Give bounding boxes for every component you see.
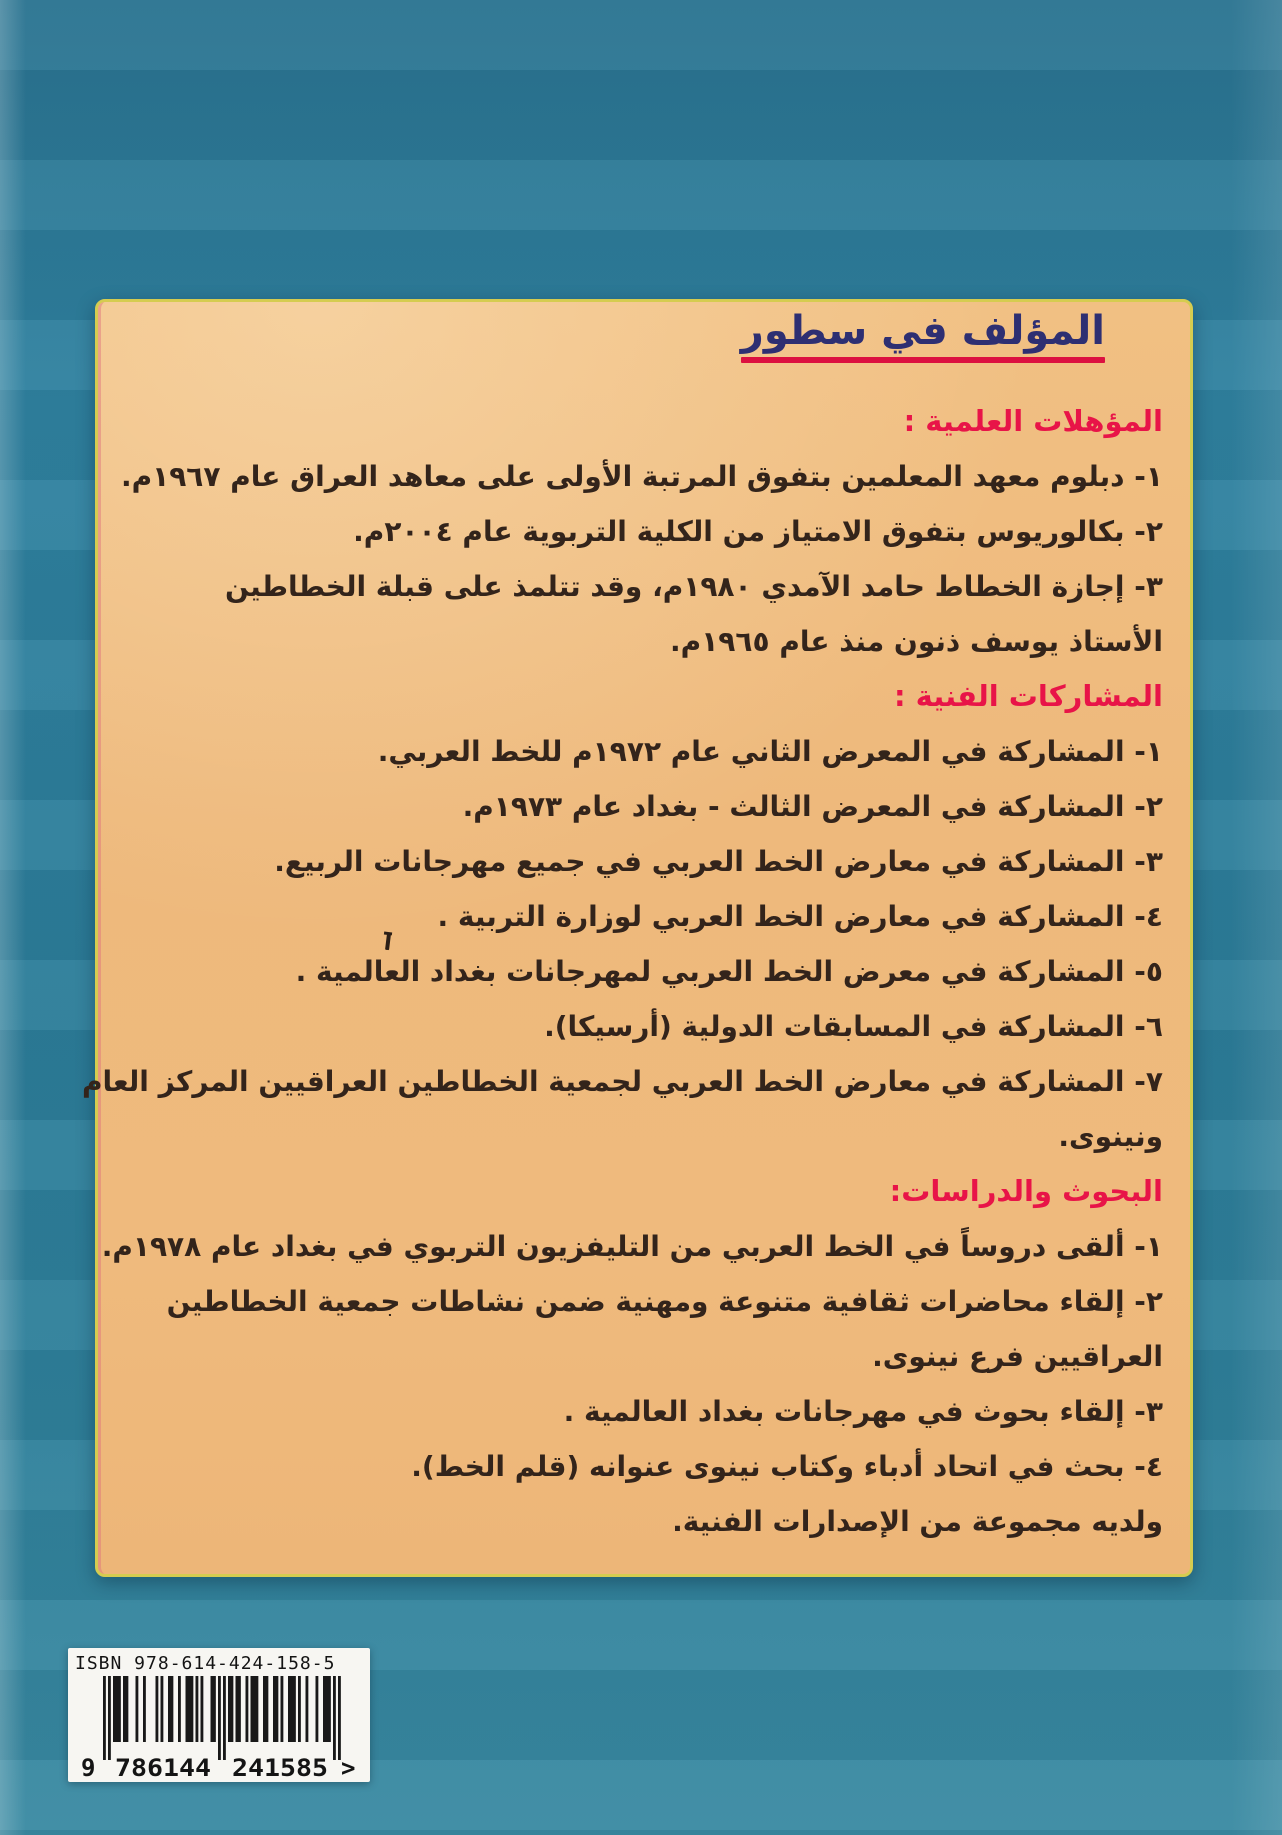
body-line: ٣- المشاركة في معارض الخط العربي في جميع مهرجانات الربيع. (274, 845, 1163, 878)
body-line: ٥- المشاركة في معرض الخط العربي لمهرجانات بغداد العالمية . (295, 955, 1163, 988)
svg-text:241585: 241585 (232, 1754, 328, 1780)
body-line: ١- ألقى دروساً في الخط العربي من التليفزيون التربوي في بغداد عام ١٩٧٨م. (101, 1230, 1163, 1263)
svg-text:>: > (341, 1754, 356, 1780)
body-line: ولديه مجموعة من الإصدارات الفنية. (672, 1505, 1163, 1538)
page-title: المؤلف في سطور (740, 308, 1105, 354)
title-underline-rule (741, 357, 1105, 363)
body-line: ٦- المشاركة في المسابقات الدولية (أرسيكا). (544, 1010, 1163, 1043)
panel-title-block (741, 308, 1105, 363)
body-line: ٧- المشاركة في معارض الخط العربي لجمعية الخطاطين العراقيين المركز العام (81, 1065, 1163, 1098)
body-line: ٢- إلقاء محاضرات ثقافية متنوعة ومهنية ضمن نشاطات جمعية الخطاطين (166, 1285, 1163, 1318)
body-line: ١- دبلوم معهد المعلمين بتفوق المرتبة الأولى على معاهد العراق عام ١٩٦٧م. (120, 460, 1163, 493)
isbn-block (68, 1648, 370, 1782)
body-line: ١- المشاركة في المعرض الثاني عام ١٩٧٢م للخط العربي. (377, 735, 1163, 768)
author-bio-panel (81, 299, 1193, 1577)
body-line: ٤- بحث في اتحاد أدباء وكتاب نينوى عنوانه (قلم الخط). (411, 1450, 1163, 1483)
svg-text:9: 9 (81, 1754, 96, 1780)
body-line: ٣- إلقاء بحوث في مهرجانات بغداد العالمية . (563, 1395, 1163, 1428)
body-line: الأستاذ يوسف ذنون منذ عام ١٩٦٥م. (670, 625, 1163, 658)
isbn-label: ISBN 978-614-424-158-5 (75, 1653, 336, 1674)
section-heading: المؤهلات العلمية : (903, 404, 1163, 438)
section-heading: البحوث والدراسات: (889, 1174, 1163, 1208)
body-line: ٢- المشاركة في المعرض الثالث - بغداد عام ١٩٧٣م. (462, 790, 1163, 823)
body-line: ٤- المشاركة في معارض الخط العربي لوزارة التربية . (437, 900, 1163, 933)
svg-text:786144: 786144 (115, 1754, 211, 1780)
body-line: ٣- إجازة الخطاط حامد الآمدي ١٩٨٠م، وقد تتلمذ على قبلة الخطاطين (224, 570, 1163, 603)
barcode-svg (75, 1676, 363, 1780)
section-heading: المشاركات الفنية : (893, 679, 1163, 713)
body-line: العراقيين فرع نينوى. (872, 1340, 1163, 1373)
body-line: ونينوى. (1058, 1120, 1163, 1153)
body-line: ٢- بكالوريوس بتفوق الامتياز من الكلية التربوية عام ٢٠٠٤م. (353, 515, 1163, 548)
sections (81, 394, 1163, 1549)
